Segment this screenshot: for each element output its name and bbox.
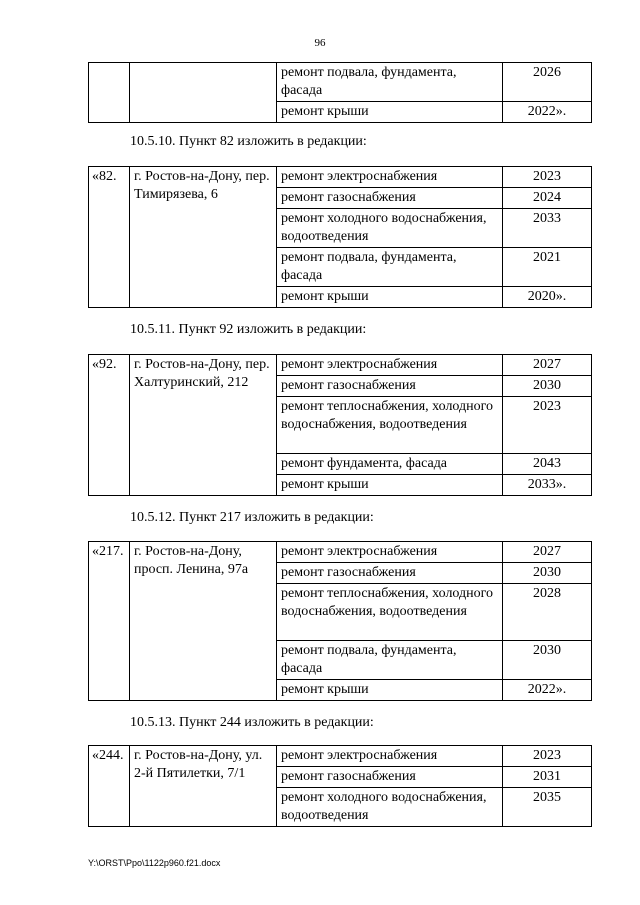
section-title: 10.5.13. Пункт 244 изложить в редакции: (130, 715, 374, 730)
work-cell: ремонт газоснабжения (277, 188, 503, 209)
item-number: «217. (89, 542, 130, 701)
work-cell: ремонт электроснабжения (277, 542, 503, 563)
year-cell: 2033». (503, 475, 592, 496)
file-path-footer: Y:\ORST\Ppo\1122p960.f21.docx (88, 858, 221, 868)
year-cell: 2022». (503, 102, 592, 123)
year-cell: 2030 (503, 376, 592, 397)
year-cell: 2030 (503, 563, 592, 584)
year-cell: 2043 (503, 454, 592, 475)
year-cell: 2023 (503, 746, 592, 767)
year-cell: 2023 (503, 167, 592, 188)
work-cell: ремонт электроснабжения (277, 167, 503, 188)
year-cell: 2030 (503, 641, 592, 680)
year-cell: 2023 (503, 397, 592, 454)
continuation-table (88, 62, 592, 123)
section-title: 10.5.10. Пункт 82 изложить в редакции: (130, 134, 367, 149)
section-table (88, 354, 592, 496)
work-cell: ремонт теплоснабжения, холодного водоснабжения, водоотведения (277, 584, 503, 641)
year-cell: 2033 (503, 209, 592, 248)
work-cell: ремонт газоснабжения (277, 563, 503, 584)
number-cell (89, 63, 130, 123)
work-cell: ремонт фундамента, фасада (277, 454, 503, 475)
year-cell: 2027 (503, 542, 592, 563)
work-cell: ремонт подвала, фундамента, фасада (277, 641, 503, 680)
year-cell: 2024 (503, 188, 592, 209)
work-cell: ремонт холодного водоснабжения, водоотведения (277, 209, 503, 248)
section-table (88, 166, 592, 308)
year-cell: 2027 (503, 355, 592, 376)
work-cell: ремонт холодного водоснабжения, водоотведения (277, 788, 503, 827)
year-cell: 2031 (503, 767, 592, 788)
year-cell: 2022». (503, 680, 592, 701)
work-cell: ремонт газоснабжения (277, 767, 503, 788)
address-cell (130, 63, 277, 123)
year-cell: 2020». (503, 287, 592, 308)
work-cell: ремонт крыши (277, 475, 503, 496)
year-cell: 2026 (503, 63, 592, 102)
item-number: «82. (89, 167, 130, 308)
work-cell: ремонт крыши (277, 287, 503, 308)
work-cell: ремонт подвала, фундамента, фасада (277, 248, 503, 287)
year-cell: 2028 (503, 584, 592, 641)
section-table (88, 745, 592, 827)
section-title: 10.5.12. Пункт 217 изложить в редакции: (130, 510, 374, 525)
work-cell: ремонт газоснабжения (277, 376, 503, 397)
address-cell: г. Ростов-на-Дону, пер. Халтуринский, 212 (130, 355, 277, 496)
page-number: 96 (314, 37, 326, 49)
work-cell: ремонт подвала, фундамента, фасада (277, 63, 503, 102)
address-cell: г. Ростов-на-Дону, пер. Тимирязева, 6 (130, 167, 277, 308)
work-cell: ремонт крыши (277, 102, 503, 123)
item-number: «92. (89, 355, 130, 496)
address-cell: г. Ростов-на-Дону, ул. 2-й Пятилетки, 7/1 (130, 746, 277, 827)
section-title: 10.5.11. Пункт 92 изложить в редакции: (130, 322, 367, 337)
work-cell: ремонт электроснабжения (277, 355, 503, 376)
year-cell: 2035 (503, 788, 592, 827)
address-cell: г. Ростов-на-Дону, просп. Ленина, 97а (130, 542, 277, 701)
item-number: «244. (89, 746, 130, 827)
section-table (88, 541, 592, 701)
work-cell: ремонт теплоснабжения, холодного водоснабжения, водоотведения (277, 397, 503, 454)
year-cell: 2021 (503, 248, 592, 287)
work-cell: ремонт крыши (277, 680, 503, 701)
work-cell: ремонт электроснабжения (277, 746, 503, 767)
